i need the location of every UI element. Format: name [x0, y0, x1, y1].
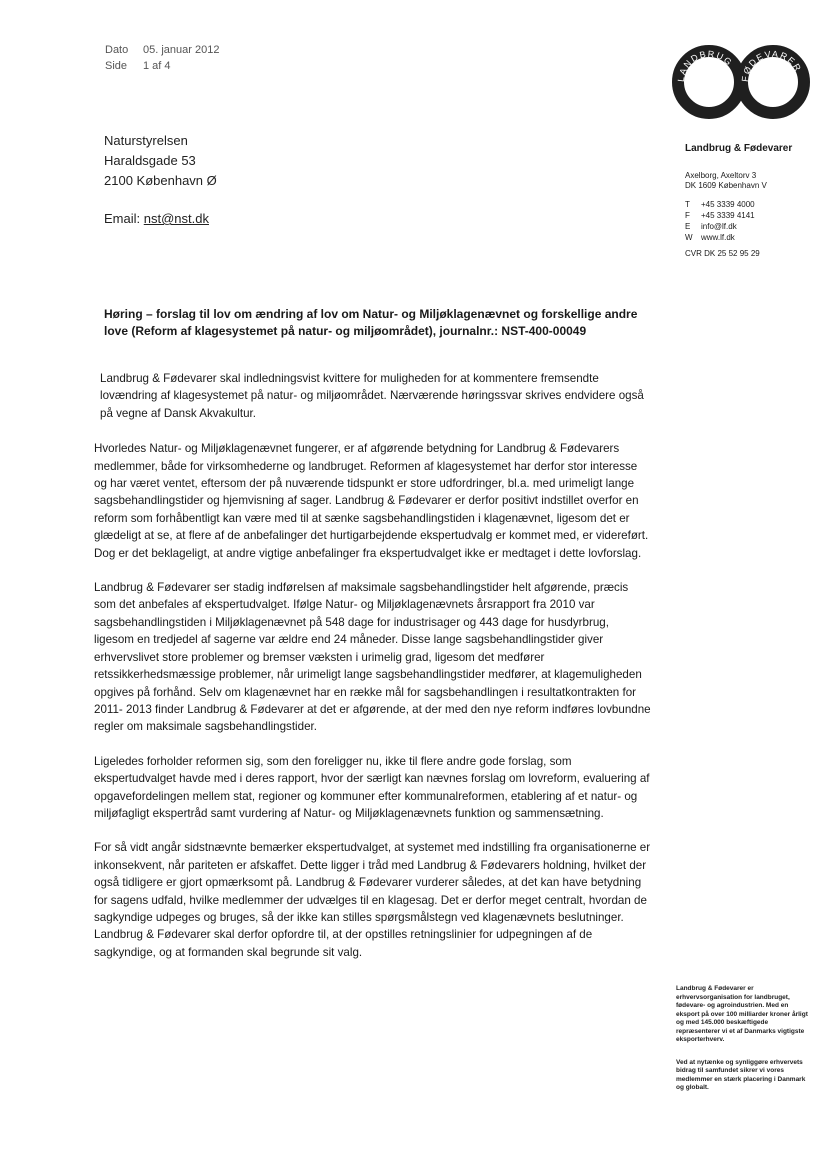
date-value: 05. januar 2012 — [143, 44, 220, 56]
page-label: Side — [105, 60, 128, 72]
contact-web — [685, 232, 820, 243]
landbrug-foedevarer-logo — [670, 43, 812, 121]
company-address-1: Axelborg, Axeltorv 3 — [685, 171, 757, 180]
letter-body — [94, 370, 652, 978]
contact-value: +45 3339 4141 — [701, 211, 755, 220]
page-value: 1 af 4 — [143, 60, 171, 72]
paragraph: For så vidt angår sidstnævnte bemærker ekspertudvalget, at systemet med indstilling fra organisationerne er inkonsekvent, når pariteten er afskaffet. Dette ligger i tråd med Landbrug & Fødevarers holdning, hvilket der også tidligere er gjort opmærksomt på. Landbrug & Fødevarer vurderer således, at det kan have betydning for sagens udfald, hvilke medlemmer der udvælges til en klagesag. Det er derfor meget centralt, hvordan de sagkyndige udpeges og bruges, så der ikke kan stilles spørgsmålstegn ved klagenævnets beslutninger. Landbrug & Fødevarer skal derfor opfordre til, at der opstilles retningslinier for udpegningen af de sagkyndige, og at formanden skal begrunde sit valg. — [94, 841, 651, 959]
company-contacts — [685, 199, 820, 243]
sidebar-about — [676, 985, 813, 1107]
logo-left-text: LANDBRUG — [675, 48, 735, 83]
logo-right-text: FØDEVARER — [739, 48, 804, 83]
contact-key: E — [685, 222, 691, 231]
email-label: Email: — [104, 211, 141, 226]
paragraph: Ligeledes forholder reformen sig, som den foreligger nu, ikke til flere andre gode forslag, som ekspertudvalget havde med i deres rapport, hvor der særligt kan nævnes forslag om lovreform, evaluering af opgavefordelingen mellem stat, regioner og kommuner efter kommunalreformen, etablering af et natur- og miljøfagligt ekspertråd samt vurdering af Natur- og Miljøklagenævnets funktion og sammensætning. — [94, 754, 650, 820]
svg-text:LANDBRUG — [676, 49, 735, 83]
company-info — [685, 143, 820, 258]
contact-phone — [685, 199, 820, 210]
recipient-address — [104, 131, 217, 191]
company-address-2: DK 1609 København V — [685, 181, 767, 190]
company-name: Landbrug & Fødevarer — [685, 143, 793, 154]
contact-value[interactable]: www.lf.dk — [701, 233, 735, 242]
page-row — [105, 58, 219, 74]
paragraph: Landbrug & Fødevarer ser stadig indførelsen af maksimale sagsbehandlingstider helt afgørende, præcis som det anbefales af ekspertudvalget. Ifølge Natur- og Miljøklagenævnets årsrapport fra 2010 var sagsbehandlingstiden i Miljøklagenævnet på 548 dage for industrisager og 443 dage for husdyrbrug, ligesom en tredjedel af sagerne var ældre end 24 måneder. Disse lange sagsbehandlingstider giver erhvervslivet store problemer og bremser væksten i urimelig grad, ligesom det medfører retssikkerhedsmæssige problemer, når urimeligt lange sagsbehandlingstider medfører, at klagemuligheden opgives på forhånd. Selv om klagenævnet har en række mål for sagsbehandlingen i resultatkontrakten for 2011- 2013 finder Landbrug & Fødevarer at det er afgørende, at der med den nye reform indføres lovbundne regler om maksimale sagsbehandlingstider. — [94, 581, 651, 734]
letter-subject: Høring – forslag til lov om ændring af lov om Natur- og Miljøklagenævnet og forskellige andre love (Reform af klagesystemet på natur- og miljøområdet), journalnr.: NST-400-00049 — [104, 307, 638, 338]
contact-key: F — [685, 211, 690, 220]
contact-fax — [685, 210, 820, 221]
date-row — [105, 42, 219, 58]
recipient-city: 2100 København Ø — [104, 173, 217, 188]
email-link[interactable]: nst@nst.dk — [143, 211, 209, 226]
contact-email — [685, 221, 820, 232]
company-cvr: CVR DK 25 52 95 29 — [685, 249, 760, 258]
date-label: Dato — [105, 44, 129, 56]
paragraph: Landbrug & Fødevarer skal indledningsvist kvittere for muligheden for at kommentere fremsendte lovændring af klagesystemet på natur- og miljøområdet. Nærværende høringssvar skrives endvidere også på vegne af Dansk Akvakultur. — [100, 372, 644, 420]
sidebar-text-1: Landbrug & Fødevarer er erhvervsorganisation for landbruget, fødevare- og agroindustrien. Med en eksport på over 100 milliarder kroner årligt og med 145.000 beskæftigede repræsenterer vi et af Danmarks vigtigste eksporterhverv. — [676, 985, 808, 1043]
contact-key: W — [685, 233, 693, 242]
sidebar-text-2: Ved at nytænke og synliggøre erhvervets bidrag til samfundet sikrer vi vores medlemmer en stærk placering i Danmark og globalt. — [676, 1058, 806, 1091]
recipient-email — [104, 211, 209, 226]
recipient-street: Haraldsgade 53 — [104, 153, 196, 168]
contact-key: T — [685, 200, 690, 209]
recipient-name: Naturstyrelsen — [104, 133, 188, 148]
paragraph: Hvorledes Natur- og Miljøklagenævnet fungerer, er af afgørende betydning for Landbrug & Fødevarers medlemmer, både for virksomhederne og landbruget. Reformen af klagesystemet har derfor stor interesse og har været ventet, eftersom der på nuværende tidspunkt er store udfordringer, bl.a. med urimeligt lange sagsbehandlingstider og hjemvisning af sager. Landbrug & Fødevarer er derfor positivt indstillet overfor en reform som forhåbentligt kan være med til at sænke sagsbehandlingstiden i klagenævnet, ligesom det er glædeligt at se, at flere af de anbefalinger det hurtigarbejdende ekspertudvalg er kommet med, er videreført. Dog er det beklageligt, at andre vigtige anbefalinger fra ekspertudvalget ikke er medtaget i dette lovforslag. — [94, 442, 649, 560]
contact-value[interactable]: info@lf.dk — [701, 222, 737, 231]
document-meta — [105, 42, 219, 74]
contact-value: +45 3339 4000 — [701, 200, 755, 209]
